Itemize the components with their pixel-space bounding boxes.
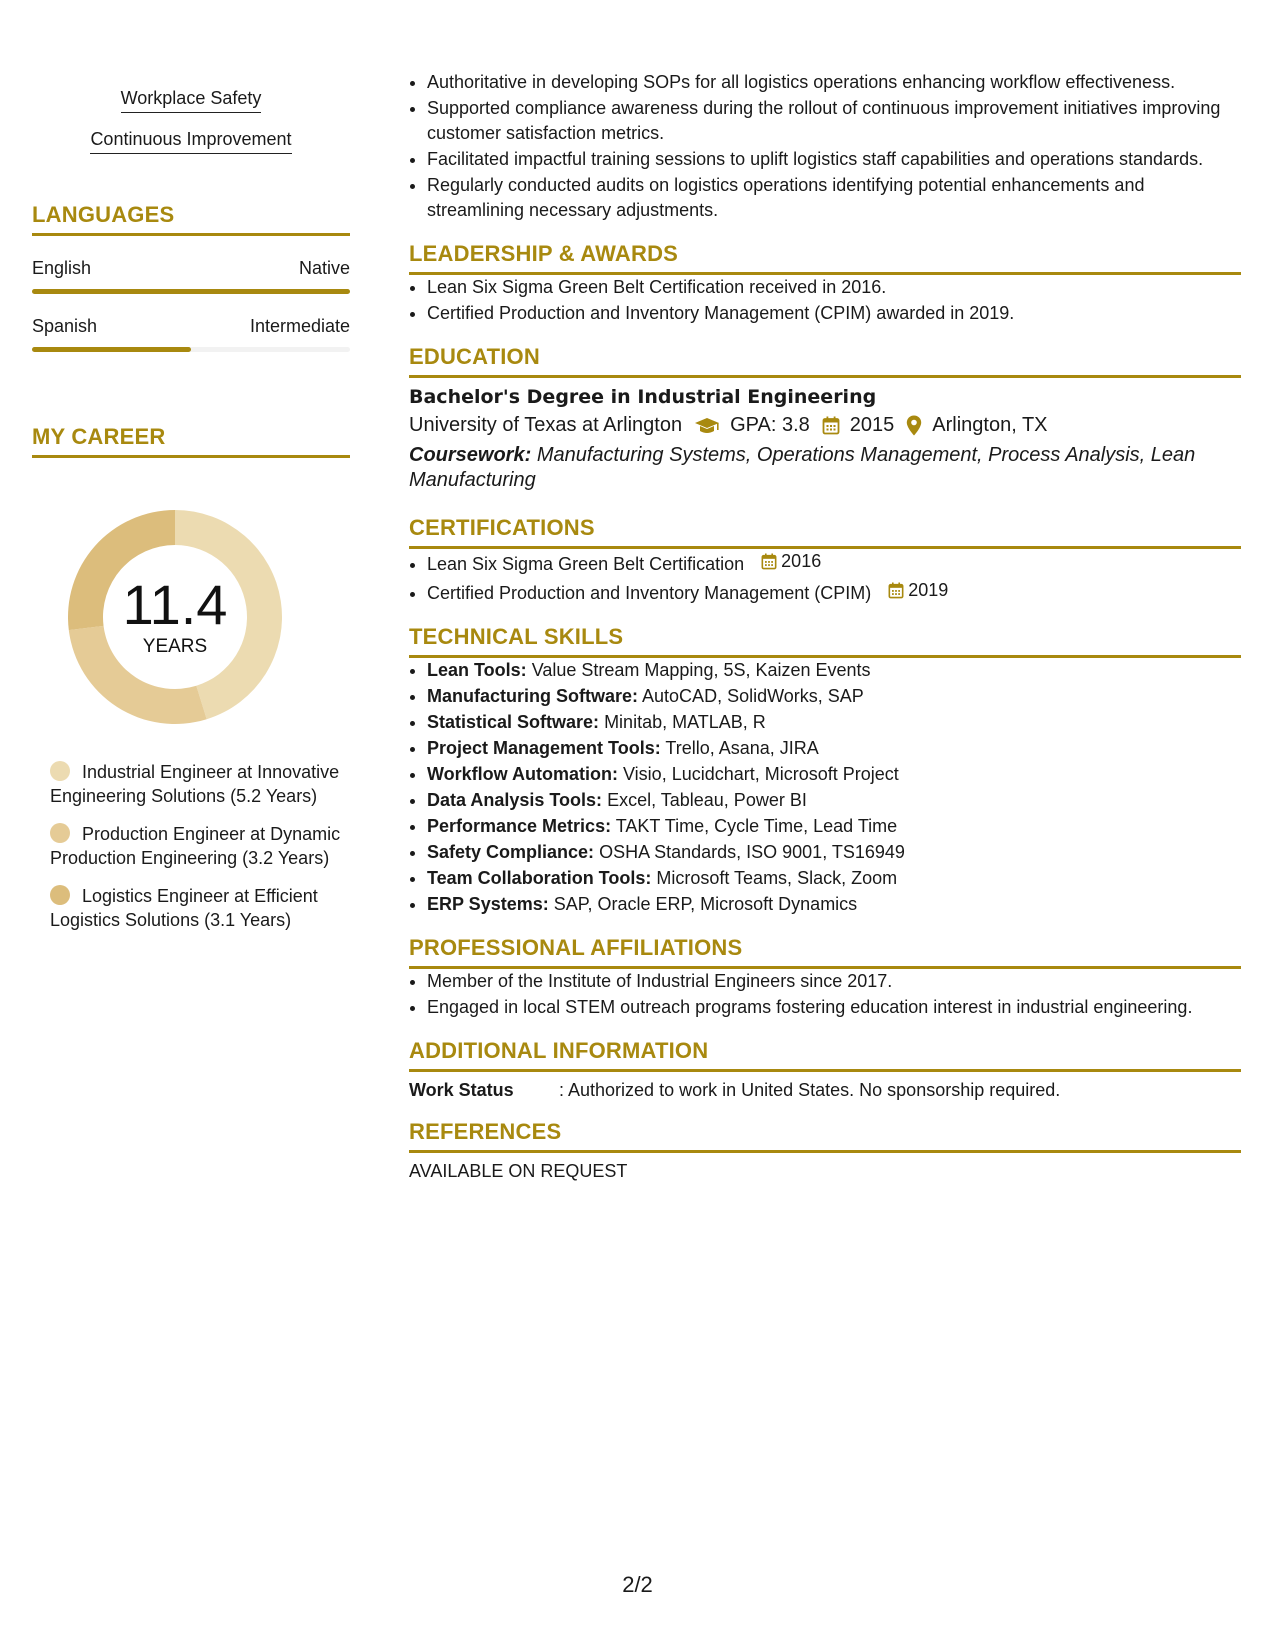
career-total-value: 11.4 bbox=[122, 573, 228, 636]
graduation-year: 2015 bbox=[849, 414, 895, 436]
work-status-value: : Authorized to work in United States. No sponsorship required. bbox=[559, 1080, 1061, 1100]
leadership-heading: LEADERSHIP & AWARDS bbox=[409, 241, 1241, 275]
references-text: AVAILABLE ON REQUEST bbox=[409, 1161, 628, 1181]
main-content bbox=[409, 70, 1241, 1182]
experience-bullets bbox=[409, 70, 1241, 223]
list-item: • Engaged in local STEM outreach programs fostering education interest in industrial engineering. bbox=[427, 995, 1241, 1020]
language-bar-fill bbox=[32, 289, 350, 294]
legend-dot bbox=[50, 885, 70, 905]
additional-info-heading: ADDITIONAL INFORMATION bbox=[409, 1038, 1241, 1072]
leadership-list bbox=[409, 275, 1241, 326]
legend-dot bbox=[50, 823, 70, 843]
cert-year: 2016 bbox=[781, 551, 822, 571]
list-item: • Certified Production and Inventory Management (CPIM) awarded in 2019. bbox=[427, 301, 1241, 326]
list-item: • Member of the Institute of Industrial Engineers since 2017. bbox=[427, 969, 1241, 994]
list-item: • Statistical Software: Minitab, MATLAB, R bbox=[427, 710, 1241, 735]
technical-skills-heading: TECHNICAL SKILLS bbox=[409, 624, 1241, 658]
list-item: • Authoritative in developing SOPs for all logistics operations enhancing workflow effectiveness. bbox=[427, 70, 1241, 95]
education-details bbox=[409, 414, 1241, 437]
affiliations-list bbox=[409, 969, 1241, 1020]
coursework-list: Manufacturing Systems, Operations Management, Process Analysis, Lean Manufacturing bbox=[409, 444, 1196, 491]
career-total-unit: YEARS bbox=[142, 636, 208, 657]
list-item: • Project Management Tools: Trello, Asana, JIRA bbox=[427, 736, 1241, 761]
language-level: Native bbox=[298, 258, 350, 278]
list-item: • Lean Tools: Value Stream Mapping, 5S, Kaizen Events bbox=[427, 658, 1241, 683]
language-name: Spanish bbox=[32, 316, 98, 336]
education-heading: EDUCATION bbox=[409, 344, 1241, 378]
language-bar bbox=[32, 347, 350, 352]
calendar-icon bbox=[761, 553, 777, 570]
cert-year: 2019 bbox=[908, 580, 949, 600]
work-status-row bbox=[409, 1080, 1241, 1101]
list-item: • Facilitated impactful training sessions to uplift logistics staff capabilities and operations standards. bbox=[427, 147, 1241, 172]
affiliations-heading: PROFESSIONAL AFFILIATIONS bbox=[409, 935, 1241, 969]
technical-skills-list bbox=[409, 658, 1241, 917]
calendar-icon bbox=[822, 416, 840, 435]
skill-tag: Workplace Safety bbox=[32, 88, 350, 113]
school-location: Arlington, TX bbox=[932, 414, 1048, 436]
education-entry bbox=[409, 386, 1241, 493]
list-item: • Lean Six Sigma Green Belt Certification received in 2016. bbox=[427, 275, 1241, 300]
languages-heading: LANGUAGES bbox=[32, 202, 350, 236]
degree-title: Bachelor's Degree in Industrial Engineering bbox=[409, 386, 877, 408]
career-heading: MY CAREER bbox=[32, 424, 350, 458]
career-legend bbox=[32, 760, 350, 932]
career-donut-chart bbox=[32, 486, 350, 736]
calendar-icon bbox=[888, 582, 904, 599]
coursework bbox=[409, 443, 1241, 493]
skill-tag: Continuous Improvement bbox=[32, 129, 350, 154]
legend-dot bbox=[50, 761, 70, 781]
list-item: • Data Analysis Tools: Excel, Tableau, Power BI bbox=[427, 788, 1241, 813]
certifications-list bbox=[409, 549, 1241, 606]
language-spanish bbox=[32, 316, 350, 352]
list-item: • Safety Compliance: OSHA Standards, ISO 9001, TS16949 bbox=[427, 840, 1241, 865]
list-item: • ERP Systems: SAP, Oracle ERP, Microsoft Dynamics bbox=[427, 892, 1241, 917]
page-number: 2/2 bbox=[622, 1572, 653, 1597]
coursework-label: Coursework: bbox=[409, 444, 532, 466]
list-item: • Regularly conducted audits on logistics operations identifying potential enhancements and streamlining necessary adjustments. bbox=[427, 173, 1241, 223]
language-name: English bbox=[32, 258, 92, 278]
references-heading: REFERENCES bbox=[409, 1119, 1241, 1153]
career-total bbox=[62, 504, 288, 730]
school-name: University of Texas at Arlington bbox=[409, 414, 683, 436]
career-legend-item: Industrial Engineer at Innovative Engineering Solutions (5.2 Years) bbox=[50, 762, 340, 806]
language-english bbox=[32, 258, 350, 294]
language-level: Intermediate bbox=[249, 316, 350, 336]
list-item: • Lean Six Sigma Green Belt Certification 2016 bbox=[427, 549, 1241, 577]
list-item: • Performance Metrics: TAKT Time, Cycle Time, Lead Time bbox=[427, 814, 1241, 839]
career-legend-item: Production Engineer at Dynamic Production Engineering (3.2 Years) bbox=[50, 824, 341, 868]
list-item: • Certified Production and Inventory Management (CPIM) 2019 bbox=[427, 578, 1241, 606]
career-legend-item: Logistics Engineer at Efficient Logistics Solutions (3.1 Years) bbox=[50, 886, 318, 930]
list-item: • Team Collaboration Tools: Microsoft Teams, Slack, Zoom bbox=[427, 866, 1241, 891]
certifications-heading: CERTIFICATIONS bbox=[409, 515, 1241, 549]
location-pin-icon bbox=[906, 415, 922, 436]
sidebar bbox=[32, 70, 350, 946]
list-item: • Manufacturing Software: AutoCAD, SolidWorks, SAP bbox=[427, 684, 1241, 709]
language-bar-fill bbox=[32, 347, 191, 352]
graduation-cap-icon bbox=[694, 417, 720, 435]
language-bar bbox=[32, 289, 350, 294]
work-status-label: Work Status bbox=[409, 1080, 514, 1100]
list-item: • Workflow Automation: Visio, Lucidchart, Microsoft Project bbox=[427, 762, 1241, 787]
gpa: GPA: 3.8 bbox=[730, 414, 810, 436]
list-item: • Supported compliance awareness during the rollout of continuous improvement initiatives improving customer satisfaction metrics. bbox=[427, 96, 1241, 146]
